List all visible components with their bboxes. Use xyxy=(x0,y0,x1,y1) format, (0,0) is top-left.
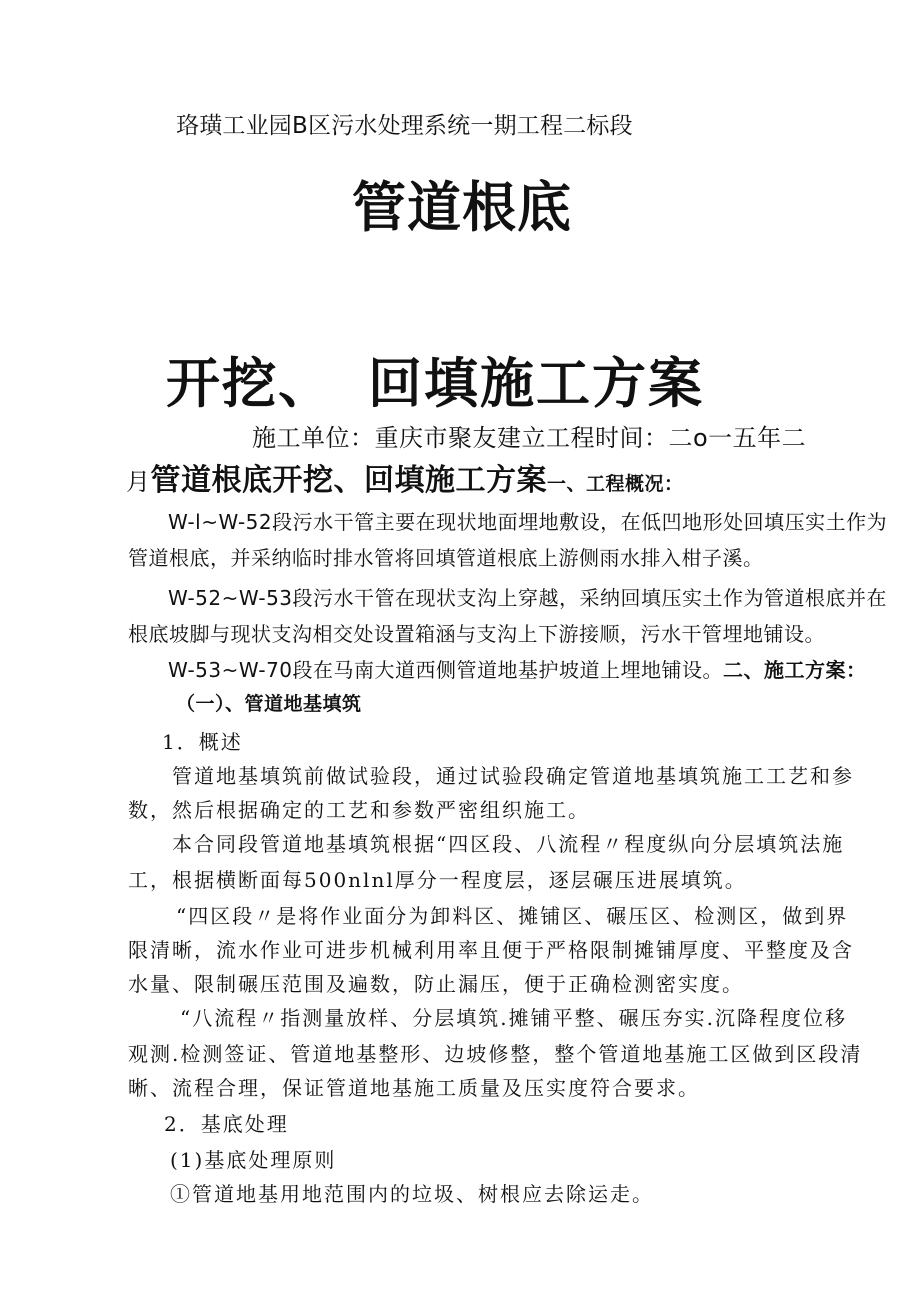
para-a-line1: 管道地基填筑前做试验段，通过试验段确定管道地基填筑施工工艺和参 xyxy=(172,764,854,788)
item1-heading: 1．概述 xyxy=(162,730,243,754)
section1-heading: （一）、管道地基填筑 xyxy=(176,693,362,715)
para-b-line2: 工，根据横断面每500nlnl厚分一程度层，逐层碾压进展填筑。 xyxy=(128,868,747,892)
section-heading-plan: 二、施工方案： xyxy=(723,658,867,682)
overview-p3-text: W-53~W-70段在马南大道西侧管道地基护坡道上埋地铺设。 xyxy=(168,658,724,682)
construction-unit-line: 施工单位：重庆市聚友建立工程时间：二o一五年二 xyxy=(252,424,807,452)
para-c-line1: “四区段〃是将作业面分为卸料区、摊铺区、碾压区、检测区，做到界 xyxy=(176,904,849,928)
item2-heading: 2．基底处理 xyxy=(164,1112,289,1136)
para-c-line3: 水量、限制碾压范围及遍数，防止漏压，便于正确检测密实度。 xyxy=(128,972,744,996)
repeat-title-line xyxy=(126,462,684,500)
title-part2a: 开挖、 xyxy=(166,352,334,415)
para-a-line2: 数，然后根据确定的工艺和参数严密组织施工。 xyxy=(128,798,590,822)
project-title: 珞璜工业园B区污水处理系统一期工程二标段 xyxy=(176,113,633,139)
title-part2b: 回填施工方案 xyxy=(368,352,704,415)
overview-p2-line1: W-52~W-53段污水干管在现状支沟上穿越，采纳回填压实土作为管道根底并在 xyxy=(168,586,888,610)
overview-p1-line2: 管道根底，并采纳临时排水管将回填管道根底上游侧雨水排入柑子溪。 xyxy=(128,546,764,570)
para-d-line3: 晰、流程合理，保证管道地基施工质量及压实度符合要求。 xyxy=(128,1076,700,1100)
section-heading-overview: 一、工程概况： xyxy=(547,473,684,495)
overview-p2-line2: 根底坡脚与现状支沟相交处设置箱涵与支沟上下游接顺，污水干管埋地铺设。 xyxy=(128,622,825,646)
repeat-heading: 管道根底开挖、回填施工方案 xyxy=(150,463,547,498)
title-part1: 管道根底 xyxy=(352,176,572,239)
overview-p1-line1: W-l~W-52段污水干管主要在现状地面埋地敷设，在低凹地形处回填压实土作为 xyxy=(168,510,888,534)
repeat-prefix: 月 xyxy=(126,468,151,496)
para-c-line2: 限清晰，流水作业可进步机械利用率且便于严格限制摊铺厚度、平整度及含 xyxy=(128,938,854,962)
circled-item-1: ①管道地基用地范围内的垃圾、树根应去除运走。 xyxy=(170,1182,654,1206)
para-d-line1: “八流程〃指测量放样、分层填筑.摊铺平整、碾压夯实.沉降程度位移 xyxy=(180,1006,847,1030)
sub1-heading: (1)基底处理原则 xyxy=(170,1148,337,1172)
para-d-line2: 观测.检测签证、管道地基整形、边坡修整，整个管道地基施工区做到区段清 xyxy=(128,1042,863,1066)
overview-p3-line xyxy=(168,656,867,684)
para-b-line1: 本合同段管道地基填筑根据“四区段、八流程〃程度纵向分层填筑法施 xyxy=(172,832,845,856)
